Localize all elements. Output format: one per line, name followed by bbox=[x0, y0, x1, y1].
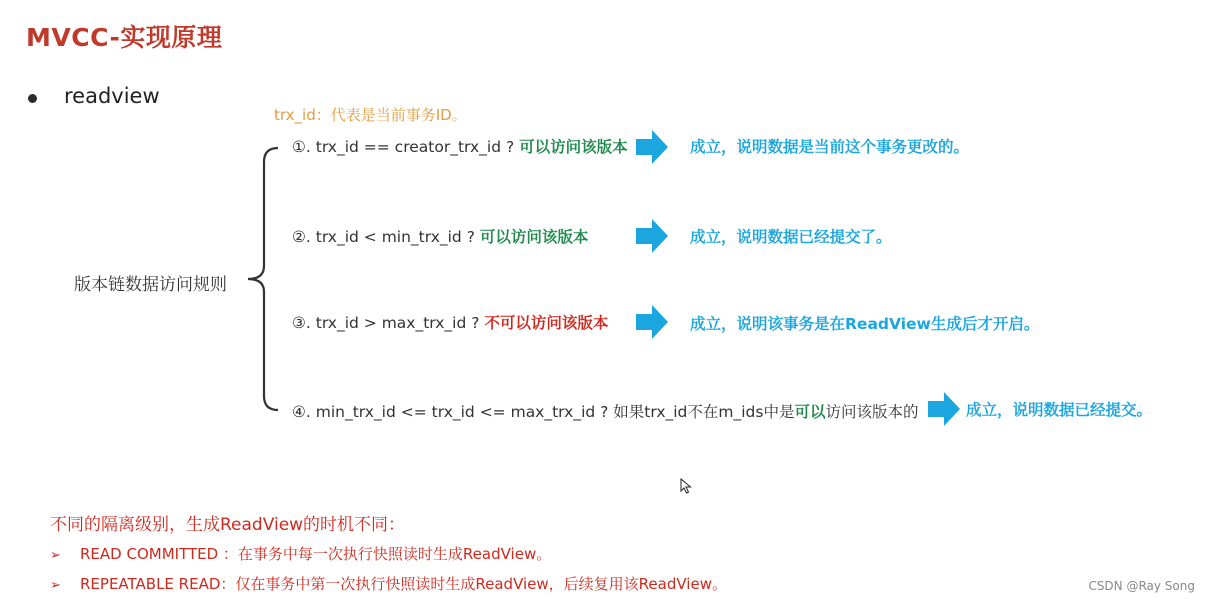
rule-3 bbox=[292, 311, 608, 333]
rule-2-condition: ②. trx_id < min_trx_id ? bbox=[292, 228, 480, 246]
arrow-bullet-icon: ➢ bbox=[50, 578, 61, 593]
right-arrow-icon bbox=[928, 392, 960, 426]
rule-4 bbox=[292, 400, 919, 422]
watermark: CSDN @Ray Song bbox=[1088, 579, 1195, 593]
rule-2-verdict: 可以访问该版本 bbox=[479, 228, 589, 246]
isolation-item-repeatable-read bbox=[50, 573, 727, 594]
rule-1-condition: ①. trx_id == creator_trx_id ? bbox=[292, 138, 520, 156]
rule-4-condition: ④. min_trx_id <= trx_id <= max_trx_id ? bbox=[292, 403, 614, 421]
mouse-cursor-icon bbox=[680, 478, 692, 494]
version-chain-rules-label: 版本链数据访问规则 bbox=[74, 275, 227, 295]
trx-id-note: trx_id：代表是当前事务ID。 bbox=[274, 106, 467, 124]
bullet-dot-icon bbox=[28, 94, 37, 103]
rule-3-result: 成立，说明该事务是在ReadView生成后才开启。 bbox=[690, 315, 1040, 333]
right-arrow-icon bbox=[636, 305, 668, 339]
right-arrow-icon bbox=[636, 130, 668, 164]
rule-1 bbox=[292, 135, 628, 157]
rule-4-condition-extra: 如果trx_id不在m_ids中是 bbox=[613, 403, 795, 421]
rule-3-verdict: 不可以访问该版本 bbox=[484, 314, 609, 332]
isolation-item-read-committed bbox=[50, 543, 551, 564]
right-arrow-icon bbox=[636, 219, 668, 253]
curly-brace bbox=[240, 140, 280, 418]
rule-3-condition: ③. trx_id > max_trx_id ? bbox=[292, 314, 485, 332]
rule-4-result: 成立，说明数据已经提交。 bbox=[966, 401, 1153, 419]
bullet-readview: readview bbox=[64, 84, 160, 108]
arrow-bullet-icon: ➢ bbox=[50, 548, 61, 563]
slide-title: MVCC-实现原理 bbox=[26, 23, 223, 52]
rule-1-result: 成立，说明数据是当前这个事务更改的。 bbox=[690, 138, 970, 156]
isolation-item-text: READ COMMITTED ：在事务中每一次执行快照读时生成ReadView。 bbox=[80, 545, 552, 563]
rule-4-suffix: 访问该版本的 bbox=[825, 403, 919, 421]
isolation-item-text: REPEATABLE READ：仅在事务中第一次执行快照读时生成ReadView，后续复用该ReadView。 bbox=[80, 575, 727, 593]
rule-4-verdict: 可以 bbox=[794, 403, 826, 421]
isolation-level-title: 不同的隔离级别，生成ReadView的时机不同： bbox=[50, 515, 406, 535]
rule-2 bbox=[292, 225, 588, 247]
rule-1-verdict: 可以访问该版本 bbox=[519, 138, 628, 156]
rule-2-result: 成立，说明数据已经提交了。 bbox=[690, 228, 892, 246]
